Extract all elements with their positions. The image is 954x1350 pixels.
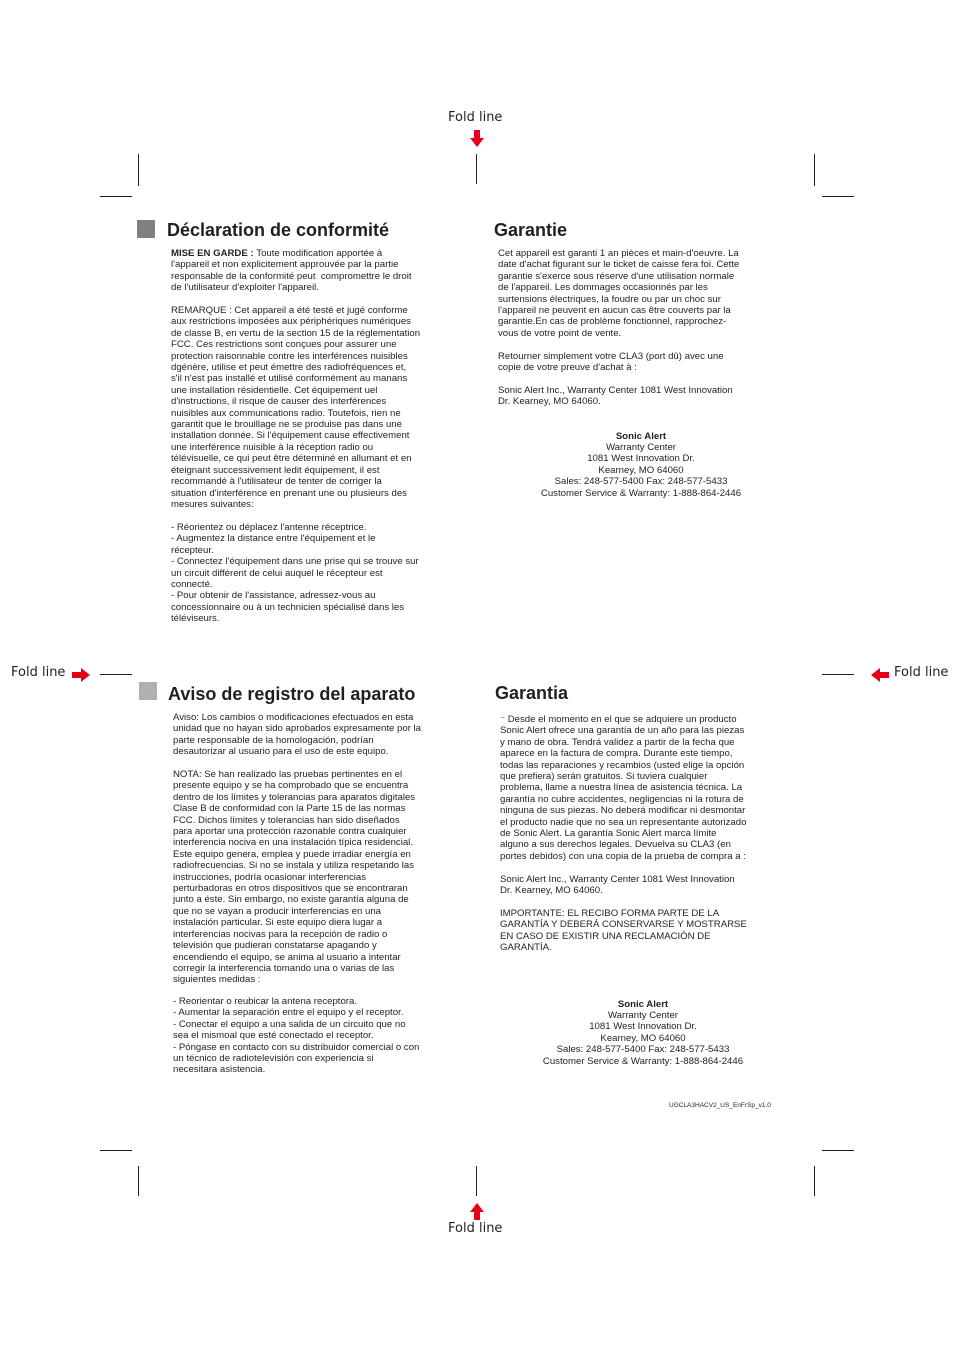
crop-mark <box>822 674 854 675</box>
warranty-important-es: IMPORTANTE: EL RECIBO FORMA PARTE DE LA GARANTÍA Y DEBERÁ CONSERVARSE Y MOSTRARSE EN CASO DE EXISTIR UNA RECLAMACIÓN DE GARANTÍA. <box>500 908 747 954</box>
warranty-contact-lines-fr: Warranty Center 1081 West Innovation Dr. Kearney, MO 64060 Sales: 248-577-5400 Fax: 248-577-5433 Customer Service & Warranty: 1-888-864-2446 <box>540 442 742 499</box>
fold-line-label-top: Fold line <box>448 110 503 125</box>
crop-mark <box>100 674 132 675</box>
arrow-left-icon <box>871 668 889 682</box>
warranty-address-es: Sonic Alert Inc., Warranty Center 1081 West Innovation Dr. Kearney, MO 64060. <box>500 874 735 897</box>
section-title-warranty-fr: Garantie <box>494 220 568 240</box>
registry-measures-es: - Reorientar o reubicar la antena receptora. - Aumentar la separación entre el equipo y el receptor. - Conectar el equipo a una salida de un circuito que no sea el mismoal que esté conectado el receptor. - Póngase en contacto con su distribuidor comercial o con un técnico de radiotelevisión con experiencia si necesitara asistencia. <box>173 996 420 1076</box>
crop-mark <box>100 196 132 197</box>
crop-mark <box>822 1150 854 1151</box>
section-marker <box>137 220 155 238</box>
warranty-address-fr: Sonic Alert Inc., Warranty Center 1081 West Innovation Dr. Kearney, MO 64060. <box>498 385 733 408</box>
section-title-warranty-es: Garantia <box>495 683 569 703</box>
warranty-body-es <box>500 714 800 862</box>
fold-line-label-bottom: Fold line <box>448 1221 503 1236</box>
crop-mark <box>100 1150 132 1151</box>
crop-mark <box>814 1166 815 1196</box>
registry-notice-es: Aviso: Los cambios o modificaciones efectuados en esta unidad que no hayan sido aprobados expresamente por la parte responsable de la homologación, podrían desautorizar al usuario para el uso de este equipo. <box>173 712 422 758</box>
warranty-body-fr: Cet appareil est garanti 1 an pièces et main-d'oeuvre. La date d'achat figurant sur le ticket de caisse fera foi. Cette garantie s'exerce sous réserve d'une utilisation normale de l'appareil. Les dommages occasionnés par les surtensions électriques, la foudre ou par un choc sur l'appareil ne peuvent en aucun cas être couverts par la garantie.En cas de problème fonctionnel, rapprochez- vous de votre point de vente. <box>498 248 740 339</box>
arrow-down-icon <box>470 130 484 147</box>
warranty-contact-name-es: Sonic Alert <box>617 999 669 1010</box>
warning-label: MISE EN GARDE : <box>171 248 257 259</box>
section-marker <box>139 682 157 700</box>
arrow-up-icon <box>470 1203 484 1220</box>
crop-mark <box>138 1166 139 1196</box>
conformity-measures-fr: - Réorientez ou déplacez l'antenne réceptrice. - Augmentez la distance entre l'équipement et le récepteur. - Connectez l'équipement dans une prise qui se trouve sur un circuit différent de celui auquel le récepteur est connecté. - Pour obtenir de l'assistance, adressez-vous au concessionnaire ou à un technicien spécialisé dans les téléviseurs. <box>171 522 419 625</box>
warranty-body-text: Desde el momento en el que se adquiere un producto Sonic Alert ofrece una garantía de un año para las piezas y mano de obra. Tendrá validez a partir de la fecha que aparece en la factura de compra. Durante este tiempo, todas las reparaciones y recambios (usted elige la opción que prefiera) serán gratuitos. Si tuviera cualquier problema, llame a nuestra línea de asistencia técnica. La garantía no cubre accidentes, negligencias ni la rotura de ninguna de sus piezas. No deberá modificar ni desmontar el producto nadie que no sea un representante autorizado de Sonic Alert. La garantía Sonic Alert marca límite alguno a sus derechos legales. Devuelva su CLA3 (en portes debidos) con una copia de la prueba de compra a : <box>500 714 747 862</box>
crop-mark <box>814 154 815 186</box>
registry-note-es: NOTA: Se han realizado las pruebas pertinentes en el presente equipo y se ha comprobado que se encuentra dentro de los límites y tolerancias para aparatos digitales Clase B de conformidad con la Parte 15 de las normas FCC. Dichos límites y tolerancias han sido diseñados para aportar una protección razonable contra cualquier interferencia nociva en una instalación típica residencial. Este equipo genera, emplea y puede irradiar energía en radiofrecuencias. Si no se instala y utiliza respetando las instrucciones, podría ocasionar interferencias perturbadoras en otros dispositivos que se encontraran junto a éste. Sin embargo, no existe garantía alguna de que no se vayan a producir interferencias en una instalación particular. Si este equipo diera lugar a interferencias nocivas para la recepción de radio o televisión que pudieran constatarse apagando y encendiendo el equipo, se anima al usuario a intentar corregir la interferencia tomando una o varias de las siguientes medidas : <box>173 769 416 986</box>
arrow-right-icon <box>72 668 90 682</box>
document-code: UGCLA3HACV2_US_EnFrSp_v1.0 <box>669 1102 771 1109</box>
crop-mark <box>476 1166 477 1196</box>
crop-mark <box>476 154 477 184</box>
conformity-warning-fr <box>171 248 466 294</box>
bullet-mark: ⁻ <box>500 714 508 725</box>
warranty-contact-name-fr: Sonic Alert <box>615 431 667 442</box>
crop-mark <box>822 196 854 197</box>
crop-mark <box>138 154 139 186</box>
fold-line-label-left: Fold line <box>11 665 66 680</box>
warranty-return-fr: Retourner simplement votre CLA3 (port dû) avec une copie de votre preuve d'achat à : <box>498 351 724 374</box>
section-title-registry-es: Aviso de registro del aparato <box>168 684 416 704</box>
warranty-contact-lines-es: Warranty Center 1081 West Innovation Dr. Kearney, MO 64060 Sales: 248-577-5400 Fax: 248-577-5433 Customer Service & Warranty: 1-888-864-2446 <box>542 1010 744 1067</box>
fold-line-label-right: Fold line <box>894 665 949 680</box>
conformity-note-fr: REMARQUE : Cet appareil a été testé et jugé conforme aux restrictions imposées aux périphériques numériques de classe B, en vertu de la section 15 de la réglementation FCC. Ces restrictions sont conçues pour assurer une protection raisonnable contre les interférences nuisibles dgénère, utilise et peut émettre des radiofréquences et, s'il n'est pas installé et utilisé conformément au manans une installation résidentielle. Cet équipement uel d'instructions, il risque de causer des interférences nuisibles aux communications radio. Toutefois, rien ne garantit que le brouillage ne se produise pas dans une installation donnée. Si l'équipement cause effectivement une interférence nuisible à la réception radio ou télévisuelle, ce qui peut être déterminé en allumant et en éteignant successivement ledit équipement, il est recommandé à l'utilisateur de tenter de corriger la situation d'interférence en prenant une ou plusieurs des mesures suivantes: <box>171 305 421 510</box>
warning-text: Toute modification apportée à l'appareil et non explicitement approuvée par la partie responsable de la conformité peut compromettre le droit de l'utilisateur d'exploiter l'appareil. <box>171 248 412 294</box>
section-title-conformity-fr: Déclaration de conformité <box>167 220 390 240</box>
